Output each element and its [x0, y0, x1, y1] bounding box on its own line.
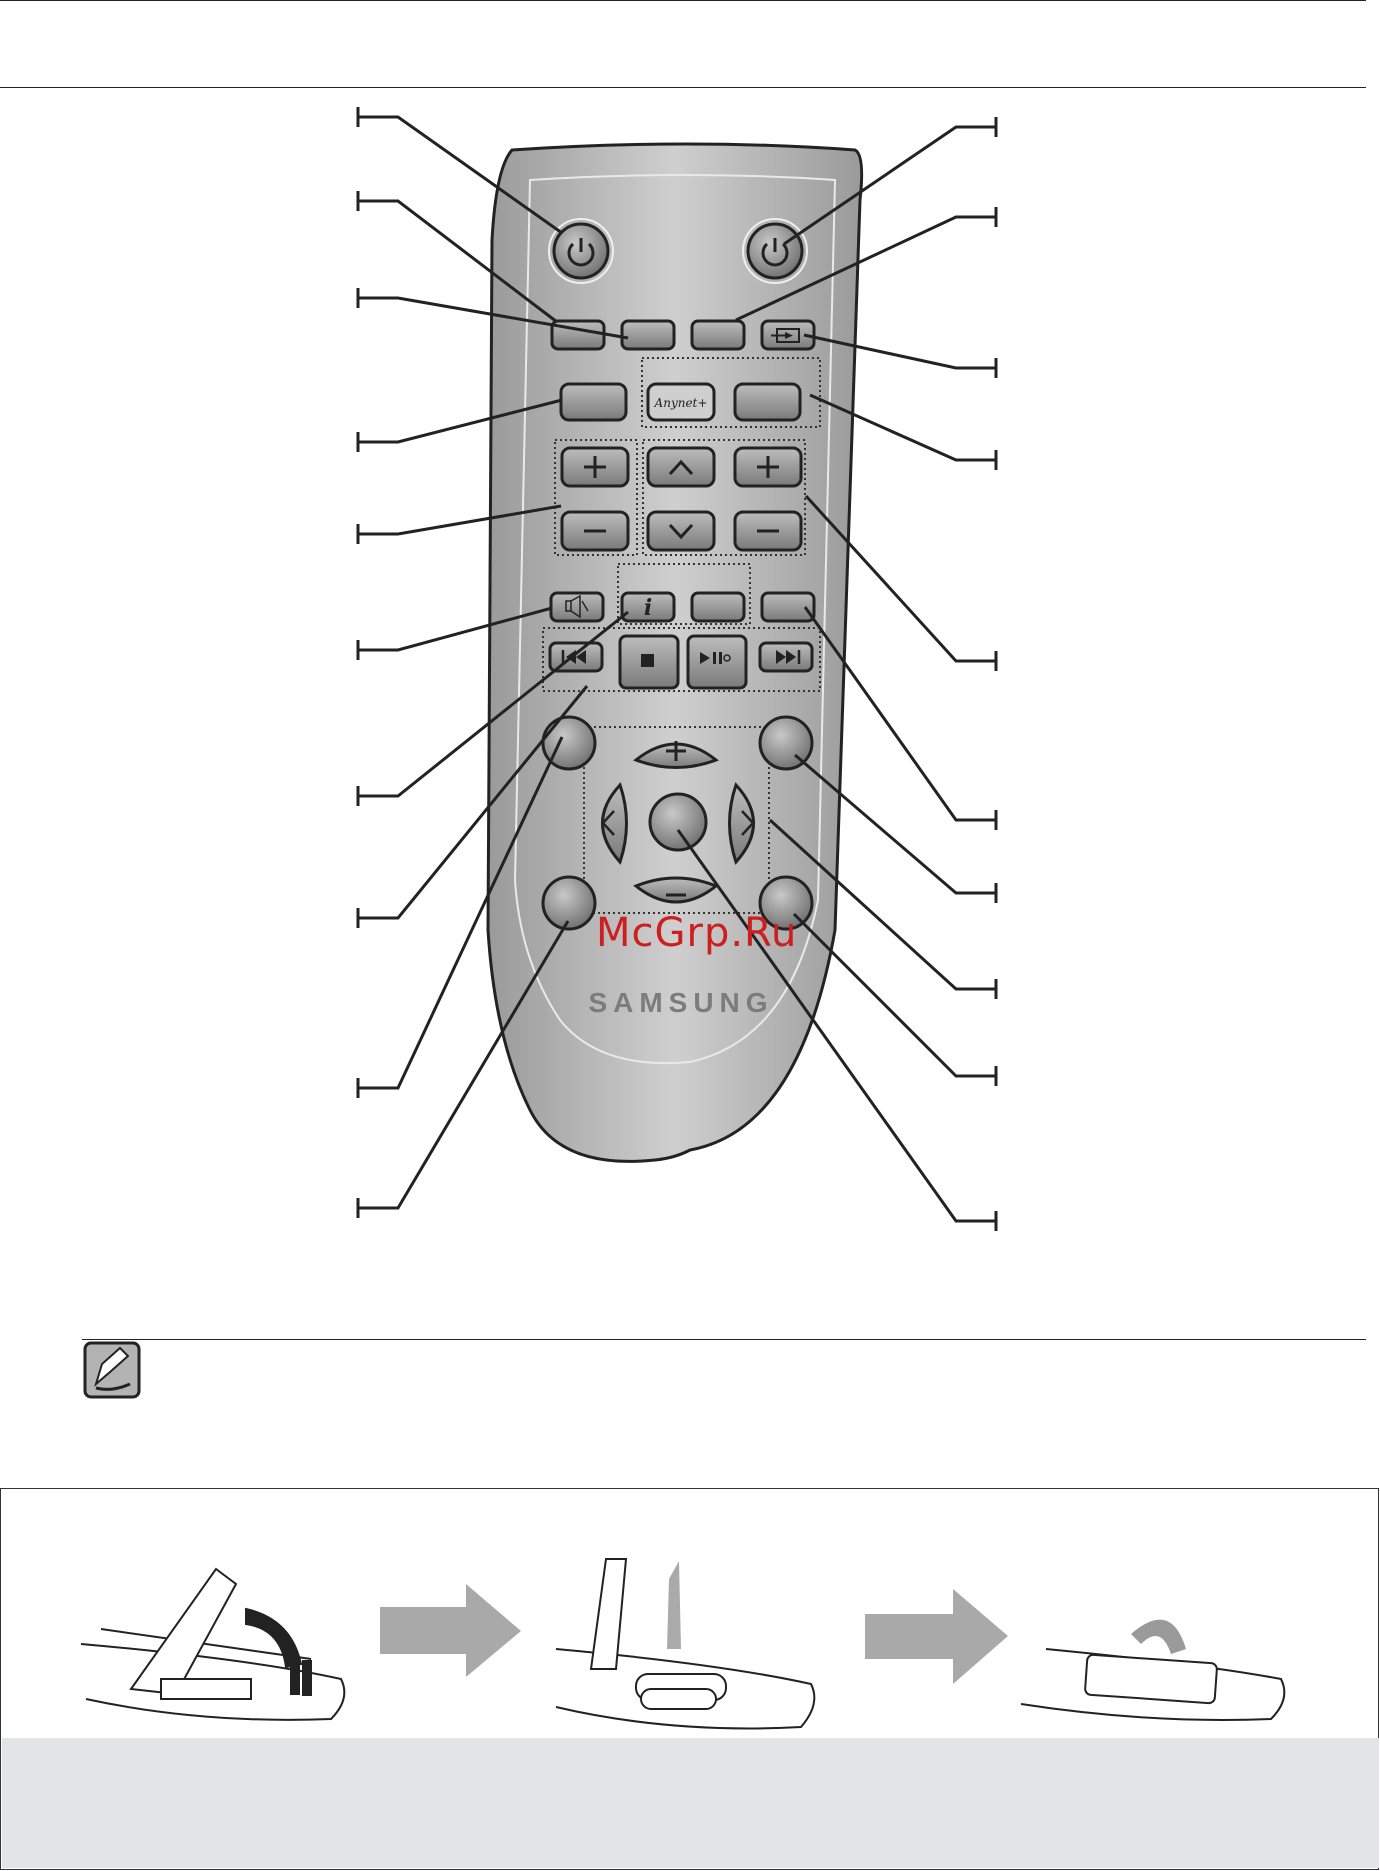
menu-button-right — [735, 384, 800, 420]
power-button — [743, 219, 807, 283]
close-arrow-icon — [1131, 1620, 1186, 1654]
play-pause-button — [688, 636, 746, 688]
menu-button-left — [561, 384, 626, 420]
function-button-3 — [692, 321, 744, 349]
open-cover-step — [81, 1569, 344, 1720]
info-icon: i — [643, 595, 653, 621]
note-rule — [82, 1339, 1366, 1340]
step-arrow-1 — [380, 1584, 521, 1677]
stop-icon — [641, 654, 654, 667]
watermark: McGrp.Ru — [596, 910, 798, 956]
corner-button-bl — [543, 877, 595, 929]
function-button-4 — [692, 593, 744, 621]
open-arrow-icon — [246, 1609, 301, 1667]
note-pencil-icon — [82, 1340, 142, 1400]
anynet-label: Anynet+ — [654, 396, 708, 410]
enter-button — [650, 794, 706, 850]
brand-logo: SAMSUNG — [588, 987, 774, 1018]
close-cover-step — [1021, 1620, 1284, 1720]
battery-install-panel — [0, 1488, 1379, 1870]
insert-batteries-step — [556, 1559, 814, 1728]
insert-arrow-icon — [667, 1561, 681, 1649]
battery-steps — [1, 1489, 1378, 1739]
step-arrow-2 — [865, 1589, 1008, 1684]
up-button — [648, 448, 714, 486]
tv-power-button — [549, 219, 613, 283]
function-button-2 — [622, 321, 674, 349]
down-button — [648, 512, 714, 550]
battery-instructions-area — [2, 1738, 1379, 1868]
